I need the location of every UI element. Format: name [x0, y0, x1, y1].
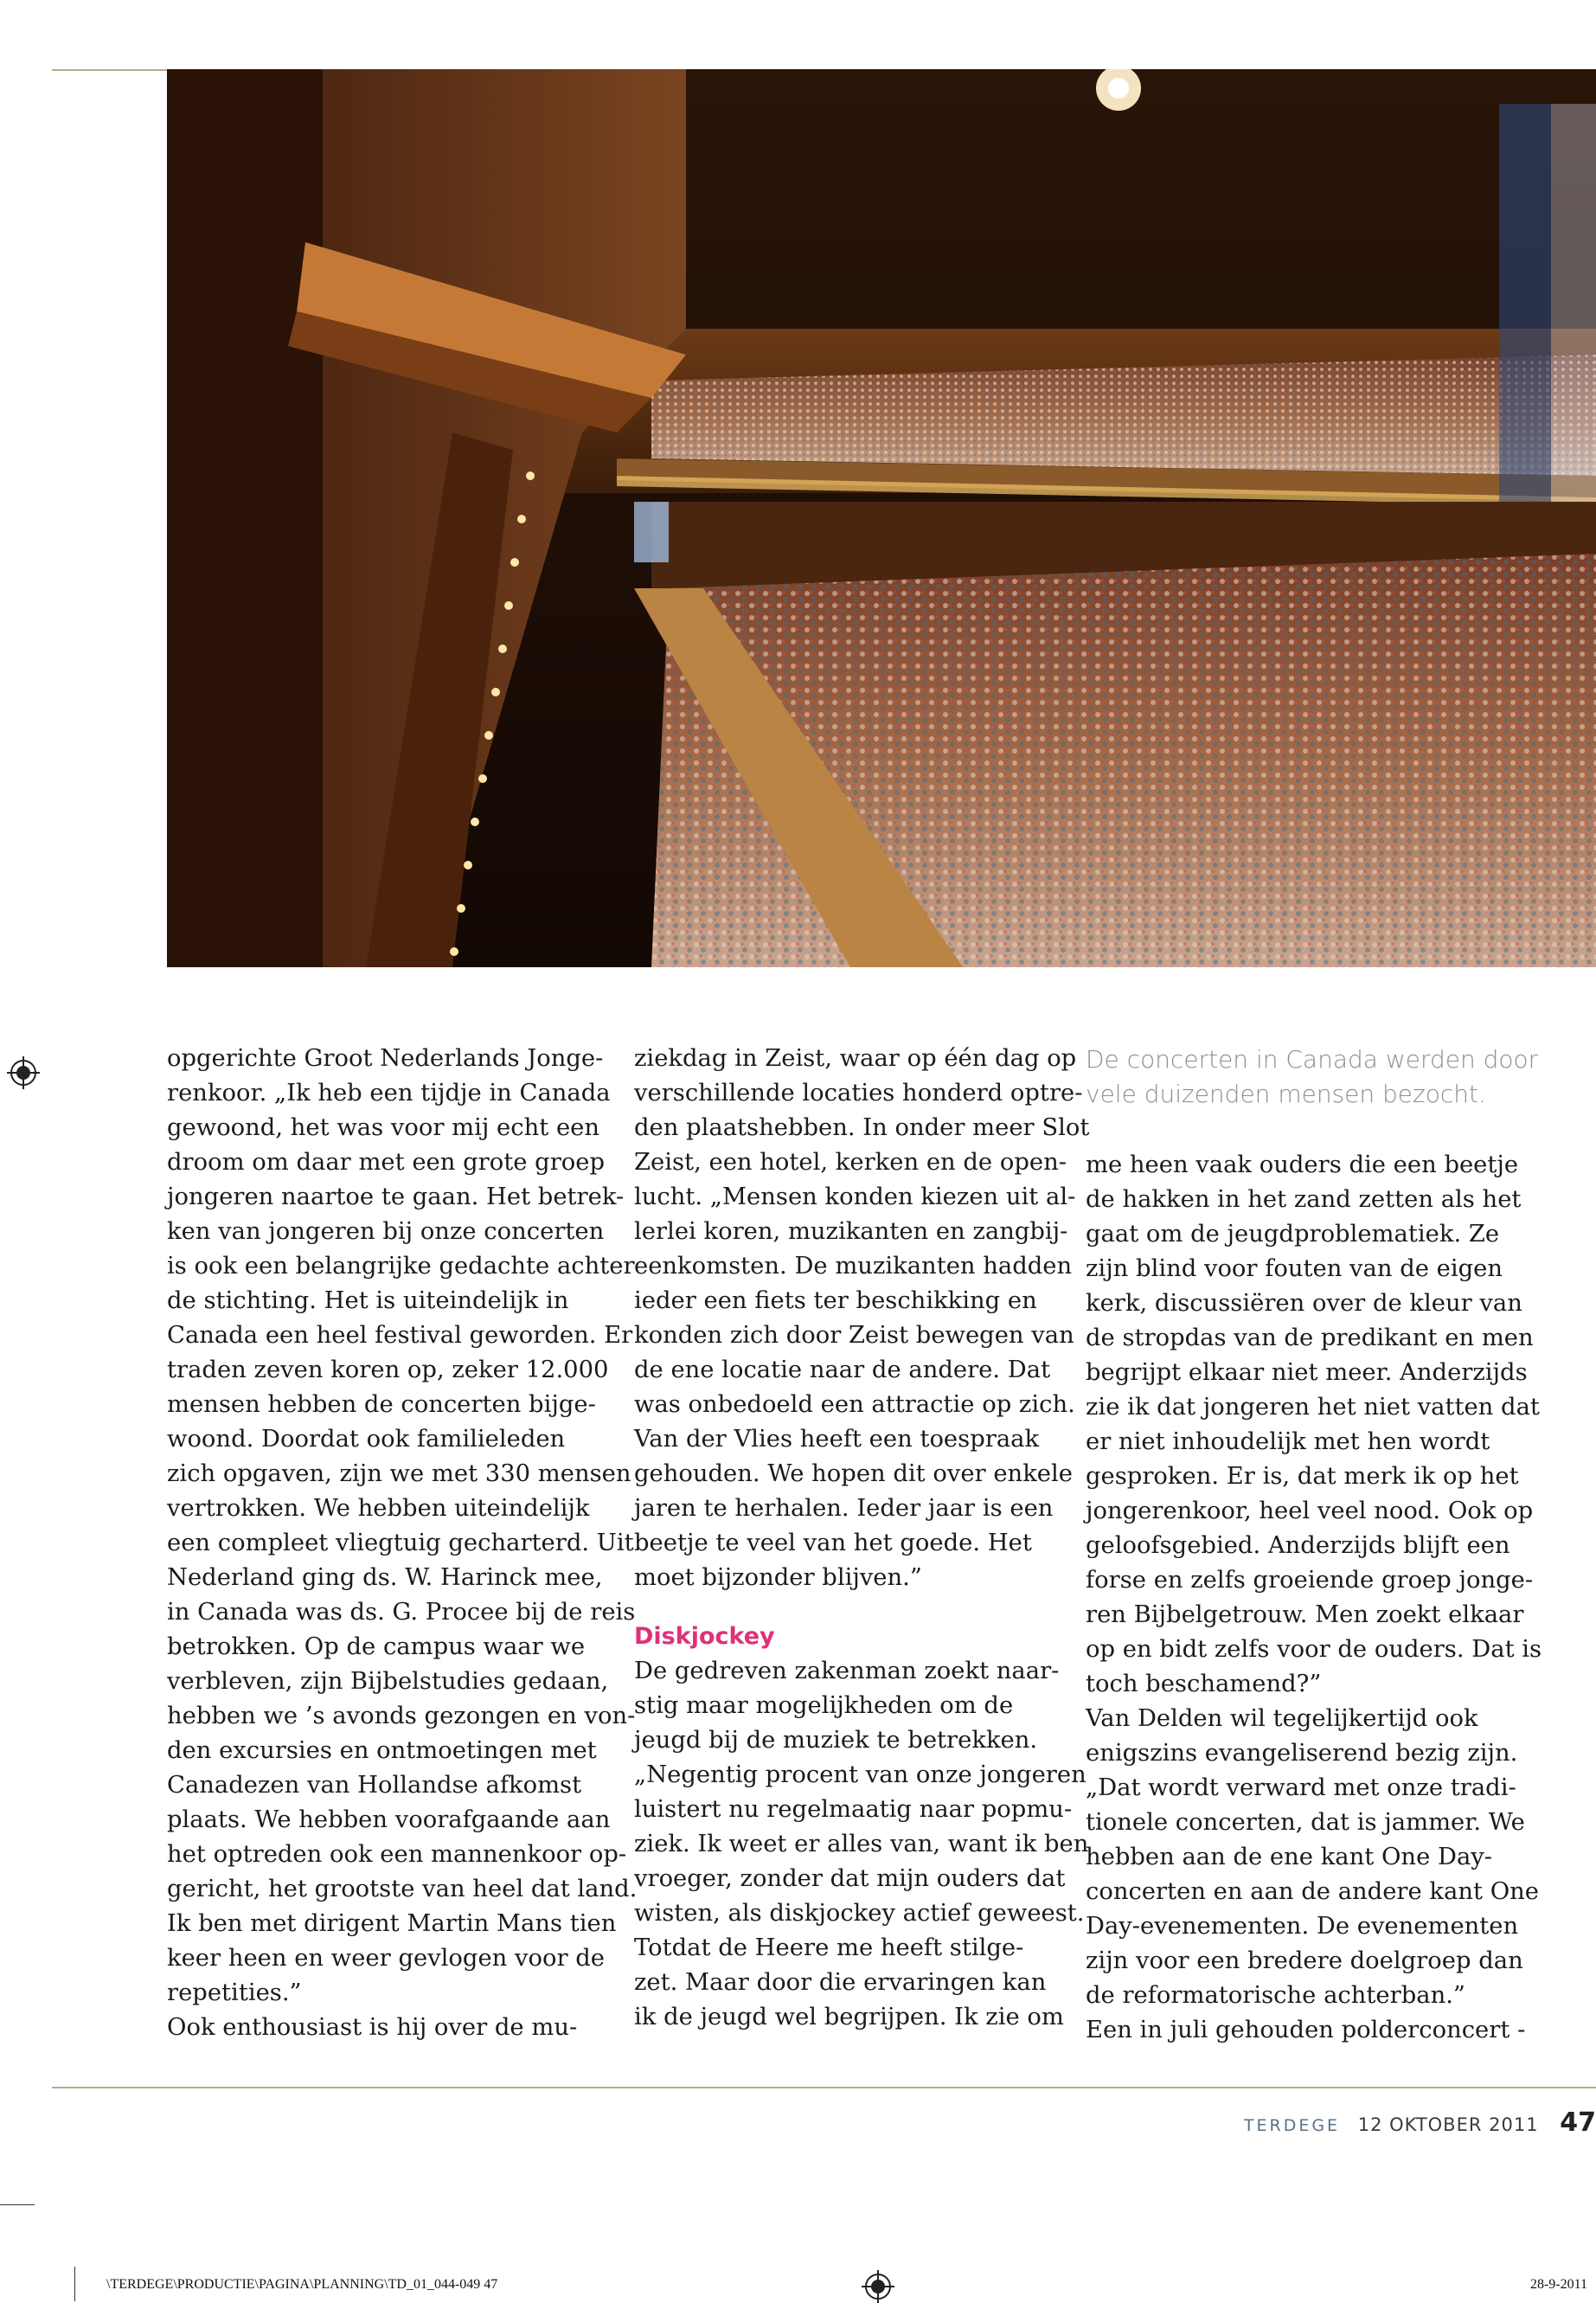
text-line: Canadezen van Hollandse afkomst: [167, 1772, 582, 1799]
pull-quote-line: vele duizenden mensen bezocht.: [1086, 1080, 1486, 1108]
crop-mark: [74, 2267, 75, 2301]
page-number: 47: [1560, 2107, 1596, 2138]
text-line: droom om daar met een grote groep: [167, 1149, 606, 1176]
file-path: \TERDEGE\PRODUCTIE\PAGINA\PLANNING\TD_01_044-049 47: [106, 2277, 498, 2292]
text-line: Totdat de Heere me heeft stilge-: [634, 1934, 1024, 1961]
bottom-rule: [52, 2087, 1596, 2088]
text-line: er niet inhoudelijk met hen wordt: [1086, 1428, 1490, 1455]
text-line: Van der Vlies heeft een toespraak: [634, 1426, 1040, 1453]
text-line: verbleven, zijn Bijbelstudies gedaan,: [167, 1668, 609, 1695]
text-line: het optreden ook een mannenkoor op-: [167, 1841, 627, 1868]
text-line: in Canada was ds. G. Procee bij de reis: [167, 1599, 636, 1626]
text-line: ken van jongeren bij onze concerten: [167, 1218, 605, 1245]
text-line: kerk, discussiëren over de kleur van: [1086, 1290, 1522, 1317]
text-line: ren Bijbelgetrouw. Men zoekt elkaar: [1086, 1601, 1524, 1628]
text-line: repetities.”: [167, 1979, 302, 2006]
text-line: gesproken. Er is, dat merk ik op het: [1086, 1463, 1519, 1490]
article-column-2-bottom: [634, 1654, 1089, 2035]
text-line: gehouden. We hopen dit over enkele: [634, 1460, 1073, 1487]
text-line: zijn voor een bredere doelgroep dan: [1086, 1947, 1523, 1974]
text-line: traden zeven koren op, zeker 12.000: [167, 1357, 609, 1383]
text-line: jeugd bij de muziek te betrekken.: [634, 1727, 1038, 1754]
text-line: zijn blind voor fouten van de eigen: [1086, 1255, 1503, 1282]
text-line: op en bidt zelfs voor de ouders. Dat is: [1086, 1636, 1542, 1663]
text-line: begrijpt elkaar niet meer. Anderzijds: [1086, 1359, 1528, 1386]
text-line: woond. Doordat ook familieleden: [167, 1426, 566, 1453]
text-line: ik de jeugd wel begrijpen. Ik zie om: [634, 2004, 1064, 2030]
text-line: een compleet vliegtuig gecharterd. Uit: [167, 1530, 634, 1556]
text-line: forse en zelfs groeiende groep jonge-: [1086, 1567, 1534, 1594]
text-line: lucht. „Mensen konden kiezen uit al-: [634, 1184, 1076, 1210]
text-line: hebben we ’s avonds gezongen en von-: [167, 1703, 636, 1729]
text-line: zich opgaven, zijn we met 330 mensen: [167, 1460, 631, 1487]
text-line: Zeist, een hotel, kerken en de open-: [634, 1149, 1067, 1176]
text-line: ziek. Ik weet er alles van, want ik ben: [634, 1831, 1089, 1857]
text-line: moet bijzonder blijven.”: [634, 1564, 922, 1591]
text-line: lerlei koren, muzikanten en zangbij-: [634, 1218, 1068, 1245]
issue-date: 12 OKTOBER 2011: [1357, 2114, 1539, 2135]
text-line: is ook een belangrijke gedachte achter: [167, 1253, 635, 1280]
text-line: gewoond, het was voor mij echt een: [167, 1114, 600, 1141]
text-line: enigszins evangeliserend bezig zijn.: [1086, 1740, 1518, 1767]
pull-quote-line: De concerten in Canada werden door: [1086, 1045, 1539, 1074]
text-line: Canada een heel festival geworden. Er: [167, 1322, 633, 1349]
text-line: me heen vaak ouders die een beetje: [1086, 1152, 1519, 1178]
text-line: jaren te herhalen. Ieder jaar is een: [634, 1495, 1054, 1522]
text-line: den excursies en ontmoetingen met: [167, 1737, 597, 1764]
text-line: ziekdag in Zeist, waar op één dag op: [634, 1045, 1077, 1072]
concert-hall-photo: [167, 69, 1596, 967]
text-line: de ene locatie naar de andere. Dat: [634, 1357, 1051, 1383]
text-line: luistert nu regelmaatig naar popmu-: [634, 1796, 1073, 1823]
text-line: gaat om de jeugdproblematiek. Ze: [1086, 1221, 1500, 1248]
text-line: wisten, als diskjockey actief geweest.: [634, 1900, 1085, 1927]
text-line: plaats. We hebben voorafgaande aan: [167, 1806, 611, 1833]
crop-mark: [0, 2204, 35, 2205]
text-line: Een in juli gehouden polderconcert -: [1086, 2017, 1526, 2043]
text-line: de stichting. Het is uiteindelijk in: [167, 1287, 569, 1314]
text-line: geloofsgebied. Anderzijds blijft een: [1086, 1532, 1510, 1559]
text-line: ieder een fiets ter beschikking en: [634, 1287, 1037, 1314]
registration-mark-left: [10, 1060, 36, 1086]
section-heading: Diskjockey: [634, 1623, 775, 1650]
text-line: mensen hebben de concerten bijge-: [167, 1391, 596, 1418]
text-line: de stropdas van de predikant en men: [1086, 1325, 1534, 1351]
text-line: hebben aan de ene kant One Day-: [1086, 1844, 1493, 1870]
text-line: konden zich door Zeist bewegen van: [634, 1322, 1074, 1349]
text-line: gericht, het grootste van heel dat land.: [167, 1876, 638, 1902]
text-line: de hakken in het zand zetten als het: [1086, 1186, 1522, 1213]
text-line: Ik ben met dirigent Martin Mans tien: [167, 1910, 617, 1937]
text-line: de reformatorische achterban.”: [1086, 1982, 1465, 2009]
article-column-1: [167, 1042, 638, 2045]
text-line: Nederland ging ds. W. Harinck mee,: [167, 1564, 603, 1591]
text-line: jongerenkoor, heel veel nood. Ook op: [1086, 1498, 1534, 1524]
article-column-2-top: [634, 1042, 1090, 1595]
text-line: toch beschamend?”: [1086, 1671, 1322, 1697]
text-line: den plaatshebben. In onder meer Slot: [634, 1114, 1090, 1141]
text-line: „Dat wordt verward met onze tradi-: [1086, 1774, 1516, 1801]
text-line: verschillende locaties honderd optre-: [634, 1080, 1083, 1107]
text-line: betrokken. Op de campus waar we: [167, 1633, 586, 1660]
text-line: De gedreven zakenman zoekt naar-: [634, 1658, 1060, 1684]
text-line: eenkomsten. De muzikanten hadden: [634, 1253, 1073, 1280]
text-line: opgerichte Groot Nederlands Jonge-: [167, 1045, 604, 1072]
text-line: „Negentig procent van onze jongeren: [634, 1761, 1086, 1788]
pull-quote: [1086, 1042, 1570, 1112]
concert-hall-illustration: [167, 69, 1596, 967]
text-line: beetje te veel van het goede. Het: [634, 1530, 1032, 1556]
article-column-2: [634, 1042, 1090, 2035]
text-line: keer heen en weer gevlogen voor de: [167, 1945, 606, 1972]
text-line: was onbedoeld een attractie op zich.: [634, 1391, 1075, 1418]
text-line: zie ik dat jongeren het niet vatten dat: [1086, 1394, 1540, 1421]
text-line: zet. Maar door die ervaringen kan: [634, 1969, 1047, 1996]
text-line: vroeger, zonder dat mijn ouders dat: [634, 1865, 1066, 1892]
text-line: Ook enthousiast is hij over de mu-: [167, 2014, 578, 2041]
text-line: stig maar mogelijkheden om de: [634, 1692, 1014, 1719]
text-line: jongeren naartoe te gaan. Het betrek-: [167, 1184, 625, 1210]
print-date: 28-9-2011: [1529, 2277, 1587, 2292]
article-column-3: [1086, 1148, 1542, 2048]
text-line: tionele concerten, dat is jammer. We: [1086, 1809, 1525, 1836]
text-line: concerten en aan de andere kant One: [1086, 1878, 1540, 1905]
text-line: vertrokken. We hebben uiteindelijk: [167, 1495, 590, 1522]
page-footer: [1244, 2107, 1596, 2142]
magazine-name: TERDEGE: [1243, 2116, 1341, 2135]
text-line: Van Delden wil tegelijkertijd ook: [1086, 1705, 1478, 1732]
text-line: Day-evenementen. De evenementen: [1086, 1913, 1519, 1940]
text-line: renkoor. „Ik heb een tijdje in Canada: [167, 1080, 611, 1107]
registration-mark-bottom: [865, 2274, 891, 2300]
